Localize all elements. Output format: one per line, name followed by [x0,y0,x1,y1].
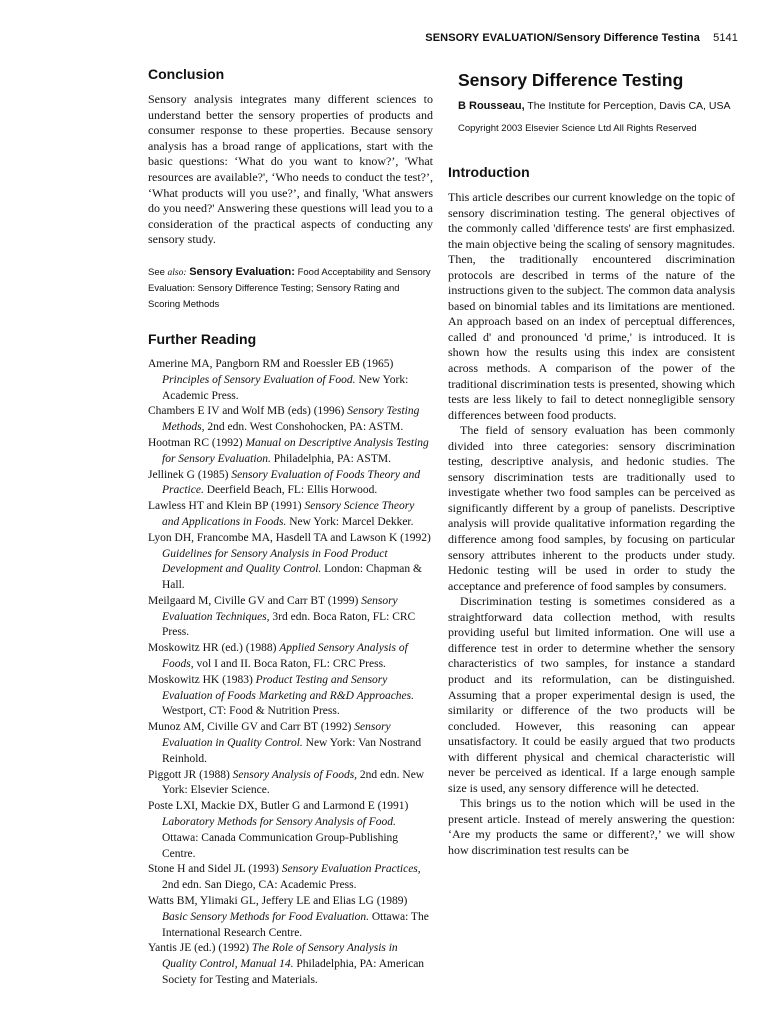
reference-item: Moskowitz HR (ed.) (1988) Applied Sensory Analysis of Foods, vol I and II. Boca Raton, FL: CRC Press. [148,642,408,671]
conclusion-paragraph: Sensory analysis integrates many different sciences to understand better the sensory properties of products and consumer response to these properties. Because sensory analysis has a broad range of applications, start with the basic questions: ‘What do you want to know?’, 'What resources are available?', ‘Who needs to conduct the test?’, ‘What products will you use?’, and finally, 'What answers do you need?' Answering these questions will lead you to a consideration of the practical aspects of conducting any sensory study. [148,92,433,247]
intro-paragraph: This article describes our current knowledge on the topic of sensory discrimination testing. The general objectives of the commonly called 'difference tests' are first emphasized. the main objective being the scaling of sensory magnitudes. Then, the traditionally encountered discrimination protocols are described in terms of the nature of the instructions given to the subject. The common data analysis based on binomial tables and its limitations are mentioned. An approach based on an index of perceptual differences, called d' and pronounced 'd prime,' is introduced. It is shown how the results using this index are consistent across methods. A comparison of the power of the traditional discrimination tests is presented, showing which tests are less likely to fail to detect nonnegligible sensory differences between food products. [448,190,735,422]
reference-list [148,357,433,989]
reference-item: Poste LXI, Mackie DX, Butler G and Larmond E (1991) Laboratory Methods for Sensory Analysis of Food. Ottawa: Canada Communication Group-Publishing Centre. [148,800,409,860]
right-column [448,66,735,859]
author-name: B Rousseau, [458,100,525,112]
see-also-prefix: See [148,266,165,278]
see-also-italic: also: [167,267,187,278]
further-reading-heading: Further Reading [148,330,257,347]
intro-paragraph: This brings us to the notion which will be used in the present article. Instead of merely answering the question: ‘Are my products the same or different?,’ we will show how discrimination test results can be [448,796,735,857]
page-number: 5141 [713,32,738,44]
author-block [458,99,735,113]
conclusion-heading: Conclusion [148,66,225,82]
reference-item: Yantis JE (ed.) (1992) The Role of Sensory Analysis in Quality Control, Manual 14. Philadelphia, PA: American Society for Testing and Materials. [148,942,425,987]
introduction-heading: Introduction [448,164,530,180]
intro-paragraph: Discrimination testing is sometimes considered as a straightforward data collection method, with results providing useful but limited information. One will use a difference test in order to determine whether the sensory characteristics of two samples, for instance a standard product and its reformulation, can be distinguished. Assuming that a proper experimental design is used, the similarity or difference of the two products will be concluded. However, this reasoning can appear unsatisfactory. It could be easily argued that two products with different physical and chemical characteristic will never be perceived as identical. If a large enough sample size is used, any sensory difference will he detected. [448,594,735,795]
running-title: SENSORY EVALUATION/Sensory Difference Testina [425,32,700,44]
reference-item: Munoz AM, Civille GV and Carr BT (1992) Sensory Evaluation in Quality Control. New York: Van Nostrand Reinhold. [148,721,422,765]
running-header [0,32,738,44]
reference-item: Lawless HT and Klein BP (1991) Sensory Science Theory and Applications in Foods. New York: Marcel Dekker. [148,500,415,528]
article-title: Sensory Difference Testing [458,70,684,90]
reference-item: Lyon DH, Francombe MA, Hasdell TA and Lawson K (1992) Guidelines for Sensory Analysis in Food Product Development and Quality Control. London: Chapman & Hall. [148,531,431,592]
reference-item: Moskowitz HK (1983) Product Testing and Sensory Evaluation of Foods Marketing and R&D Approaches. Westport, CT: Food & Nutrition Press. [148,673,415,718]
reference-item: Watts BM, Ylimaki GL, Jeffery LE and Elias LG (1989) Basic Sensory Methods for Food Evaluation. Ottawa: The International Research Centre. [148,895,429,939]
reference-item: Hootman RC (1992) Manual on Descriptive Analysis Testing for Sensory Evaluation. Philadelphia, PA: ASTM. [148,436,429,465]
left-column [148,66,433,989]
intro-paragraph: The field of sensory evaluation has been commonly divided into three categories: sensory discrimination testing, descriptive analysis, and hedonic studies. The sensory discrimination tests are traditionally used to investigate whether two food samples can be perceived as significantly different by a group of panelists. Descriptive analysis will provide qualitative information regarding the difference among food samples, by focusing on particular sensory attributes inherent to the products under study. Hedonic testing will be used in order to study the acceptance and preference of food samples by consumers. [448,423,735,593]
reference-item: Meilgaard M, Civille GV and Carr BT (1999) Sensory Evaluation Techniques, 3rd edn. Boca Raton, FL: CRC Press. [148,594,416,639]
reference-item: Chambers E IV and Wolf MB (eds) (1996) Sensory Testing Methods, 2nd edn. West Conshohocken, PA: ASTM. [148,405,420,434]
copyright-line: Copyright 2003 Elsevier Science Ltd All Rights Reserved [458,123,697,134]
see-also-link[interactable]: Sensory Evaluation: [189,265,295,278]
reference-item: Amerine MA, Pangborn RM and Roessler EB (1965) Principles of Sensory Evaluation of Food. New York: Academic Press. [148,357,409,402]
see-also-topics[interactable]: Food Acceptability and Sensory Evaluation: Sensory Difference Testing; Sensory Rating and Scoring Methods [148,266,431,310]
reference-item: Piggott JR (1988) Sensory Analysis of Foods, 2nd edn. New York: Elsevier Science. [148,768,425,797]
see-also [148,264,433,313]
reference-item: Jellinek G (1985) Sensory Evaluation of Foods Theory and Practice. Deerfield Beach, FL: Ellis Horwood. [148,468,421,497]
author-affiliation: The Institute for Perception, Davis CA, USA [527,100,731,112]
reference-item: Stone H and Sidel JL (1993) Sensory Evaluation Practices, 2nd edn. San Diego, CA: Academic Press. [148,863,421,892]
